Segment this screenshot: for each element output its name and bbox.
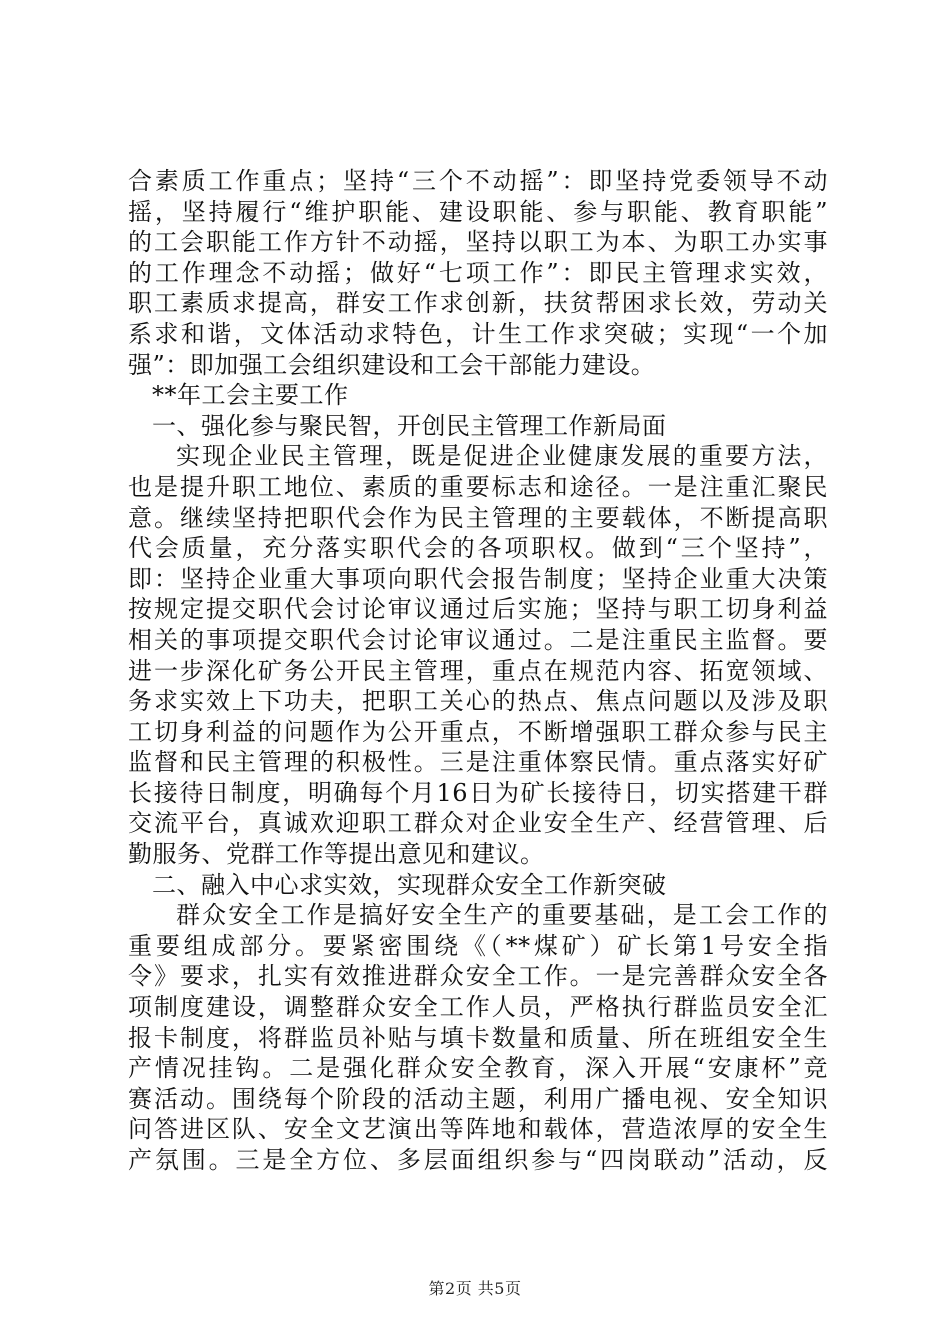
- text-line: 产氛围。三是全方位、多层面组织参与“四岗联动”活动，反: [128, 1146, 828, 1174]
- section-heading: 二、融入中心求实效，实现群众安全工作新突破: [152, 870, 667, 899]
- text-line: 赛活动。围绕每个阶段的活动主题，利用广播电视、安全知识: [128, 1084, 828, 1113]
- paragraph-first-line: 实现企业民主管理，既是促进企业健康发展的重要方法，: [176, 442, 828, 471]
- text-line: 的工作理念不动摇；做好“七项工作”：即民主管理求实效，: [128, 258, 828, 287]
- text-line: 报卡制度，将群监员补贴与填卡数量和质量、所在班组安全生: [128, 1023, 828, 1052]
- text-line: 意。继续坚持把职代会作为民主管理的主要载体，不断提高职: [128, 503, 828, 532]
- text-line: 职工素质求提高，群安工作求创新，扶贫帮困求长效，劳动关: [128, 289, 828, 318]
- text-line: 系求和谐，文体活动求特色，计生工作求突破；实现“一个加: [128, 319, 828, 348]
- text-line: 摇，坚持履行“维护职能、建设职能、参与职能、教育职能”: [128, 197, 828, 226]
- text-line: 长接待日制度，明确每个月16日为矿长接待日，切实搭建干群: [128, 778, 828, 807]
- text-line: 代会质量，充分落实职代会的各项职权。做到“三个坚持”，: [128, 534, 828, 563]
- text-line: 进一步深化矿务公开民主管理，重点在规范内容、拓宽领域、: [128, 656, 828, 685]
- text-line: 合素质工作重点；坚持“三个不动摇”：即坚持党委领导不动: [128, 167, 828, 195]
- document-body: [128, 166, 828, 1176]
- text-line: 交流平台，真诚欢迎职工群众对企业安全生产、经营管理、后: [128, 809, 828, 838]
- text-line: 项制度建设，调整群众安全工作人员，严格执行群监员安全汇: [128, 993, 828, 1022]
- text-line: 勤服务、党群工作等提出意见和建议。: [128, 840, 545, 869]
- paragraph-first-line: 群众安全工作是搞好安全生产的重要基础，是工会工作的: [176, 901, 828, 930]
- text-line: 令》要求，扎实有效推进群众安全工作。一是完善群众安全各: [128, 962, 828, 991]
- section-heading: **年工会主要工作: [152, 381, 349, 410]
- text-line: 产情况挂钩。二是强化群众安全教育，深入开展“安康杯”竞: [128, 1054, 828, 1083]
- text-line: 务求实效上下功夫，把职工关心的热点、焦点问题以及涉及职: [128, 687, 828, 716]
- text-line: 按规定提交职代会讨论审议通过后实施；坚持与职工切身利益: [128, 595, 828, 624]
- text-line: 工切身利益的问题作为公开重点，不断增强职工群众参与民主: [128, 717, 828, 746]
- text-line: 也是提升职工地位、素质的重要标志和途径。一是注重汇聚民: [128, 472, 828, 501]
- text-line: 强”：即加强工会组织建设和工会干部能力建设。: [128, 350, 656, 379]
- text-line: 监督和民主管理的积极性。三是注重体察民情。重点落实好矿: [128, 748, 828, 777]
- text-line: 即：坚持企业重大事项向职代会报告制度；坚持企业重大决策: [128, 564, 828, 593]
- text-line: 相关的事项提交职代会讨论审议通过。二是注重民主监督。要: [128, 625, 828, 654]
- text-line: 问答进区队、安全文艺演出等阵地和载体，营造浓厚的安全生: [128, 1115, 828, 1144]
- page-number-footer: 第2页 共5页: [428, 1279, 522, 1298]
- section-heading: 一、强化参与聚民智，开创民主管理工作新局面: [152, 411, 667, 440]
- text-line: 的工会职能工作方针不动摇，坚持以职工为本、为职工办实事: [128, 228, 828, 257]
- text-line: 重要组成部分。要紧密围绕《（**煤矿）矿长第1号安全指: [128, 931, 828, 960]
